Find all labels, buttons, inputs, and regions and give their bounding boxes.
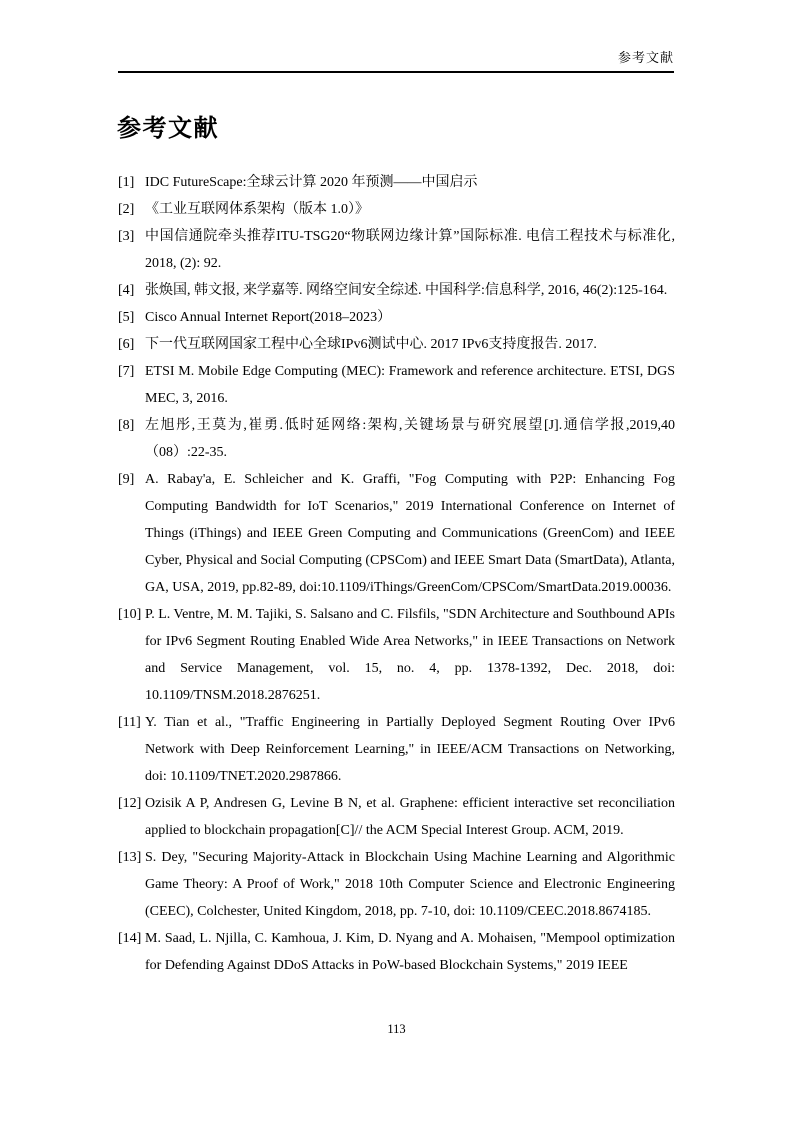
reference-text: 《工业互联网体系架构（版本 1.0）》 — [145, 202, 369, 217]
reference-text: P. L. Ventre, M. M. Tajiki, S. Salsano and C. Filsfils, "SDN Architecture and Southbound APIs for IPv6 Segment Routing Enabled Wide Area Networks," in IEEE Transactions on Network and Service Management, vol. 15, no. 4, pp. 1378-1392, Dec. 2018, doi: 10.1109/TNSM.2018.2876251. — [145, 607, 675, 703]
reference-text: Y. Tian et al., "Traffic Engineering in Partially Deployed Segment Routing Over IPv6 Network with Deep Reinforcement Learning," in IEEE/ACM Transactions on Networking, doi: 10.1109/TNET.2020.2987866. — [145, 715, 675, 784]
page-number: 113 — [387, 1022, 406, 1036]
references-list — [118, 169, 675, 979]
reference-item — [118, 709, 675, 790]
reference-text: ETSI M. Mobile Edge Computing (MEC): Framework and reference architecture. ETSI, DGS MEC, 3, 2016. — [145, 364, 675, 406]
reference-marker: [6] — [118, 337, 135, 352]
reference-item — [118, 196, 675, 223]
reference-item — [118, 925, 675, 979]
reference-marker: [7] — [118, 364, 135, 379]
reference-marker: [13] — [118, 850, 142, 865]
reference-marker: [14] — [118, 931, 142, 946]
reference-text: 张焕国, 韩文报, 来学嘉等. 网络空间安全综述. 中国科学:信息科学, 2016, 46(2):125-164. — [145, 283, 668, 298]
reference-marker: [1] — [118, 175, 135, 190]
reference-marker: [10] — [118, 607, 142, 622]
reference-text: IDC FutureScape:全球云计算 2020 年预测——中国启示 — [145, 175, 478, 190]
reference-item — [118, 223, 675, 277]
reference-item — [118, 304, 675, 331]
reference-text: 下一代互联网国家工程中心全球IPv6测试中心. 2017 IPv6支持度报告. 2017. — [145, 337, 597, 352]
running-header — [118, 50, 674, 66]
reference-text: Cisco Annual Internet Report(2018–2023） — [145, 310, 392, 325]
reference-item — [118, 844, 675, 925]
reference-marker: [5] — [118, 310, 135, 325]
reference-text: A. Rabay'a, E. Schleicher and K. Graffi, "Fog Computing with P2P: Enhancing Fog Computing Bandwidth for IoT Scenarios," 2019 International Conference on Internet of Things (iThings) and IEEE Green Computing and Communications (GreenCom) and IEEE Cyber, Physical and Social Computing (CPSCom) and IEEE Smart Data (SmartData), Atlanta, GA, USA, 2019, pp.82-89, doi:10.1109/iThings/GreenCom/CPSCom/SmartData.2019.00036. — [145, 472, 675, 595]
reference-text: M. Saad, L. Njilla, C. Kamhoua, J. Kim, D. Nyang and A. Mohaisen, "Mempool optimization for Defending Against DDoS Attacks in PoW-based Blockchain Systems," 2019 IEEE — [145, 931, 675, 973]
reference-marker: [8] — [118, 418, 135, 433]
page-title: 参考文献 — [117, 116, 219, 142]
reference-text: 左旭彤,王莫为,崔勇.低时延网络:架构,关键场景与研究展望[J].通信学报,2019,40（08）:22-35. — [145, 418, 675, 460]
running-header-text: 参考文献 — [617, 50, 674, 65]
reference-text: 中国信通院牵头推荐ITU-TSG20“物联网边缘计算”国际标准. 电信工程技术与标准化, 2018, (2): 92. — [145, 229, 675, 271]
reference-item — [118, 358, 675, 412]
reference-text: S. Dey, "Securing Majority-Attack in Blockchain Using Machine Learning and Algorithmic Game Theory: A Proof of Work," 2018 10th Computer Science and Electronic Engineering (CEEC), Colchester, United Kingdom, 2018, pp. 7-10, doi: 10.1109/CEEC.2018.8674185. — [145, 850, 675, 919]
reference-marker: [4] — [118, 283, 135, 298]
reference-marker: [3] — [118, 229, 135, 244]
reference-item — [118, 412, 675, 466]
reference-marker: [9] — [118, 472, 135, 487]
reference-item — [118, 601, 675, 709]
reference-item — [118, 277, 675, 304]
reference-text: Ozisik A P, Andresen G, Levine B N, et al. Graphene: efficient interactive set reconciliation applied to blockchain propagation[C]// the ACM Special Interest Group. ACM, 2019. — [145, 796, 675, 838]
reference-item — [118, 331, 675, 358]
reference-item — [118, 790, 675, 844]
reference-marker: [2] — [118, 202, 135, 217]
reference-item — [118, 169, 675, 196]
reference-marker: [12] — [118, 796, 142, 811]
header-rule — [118, 71, 674, 73]
reference-marker: [11] — [118, 715, 141, 730]
reference-item — [118, 466, 675, 601]
